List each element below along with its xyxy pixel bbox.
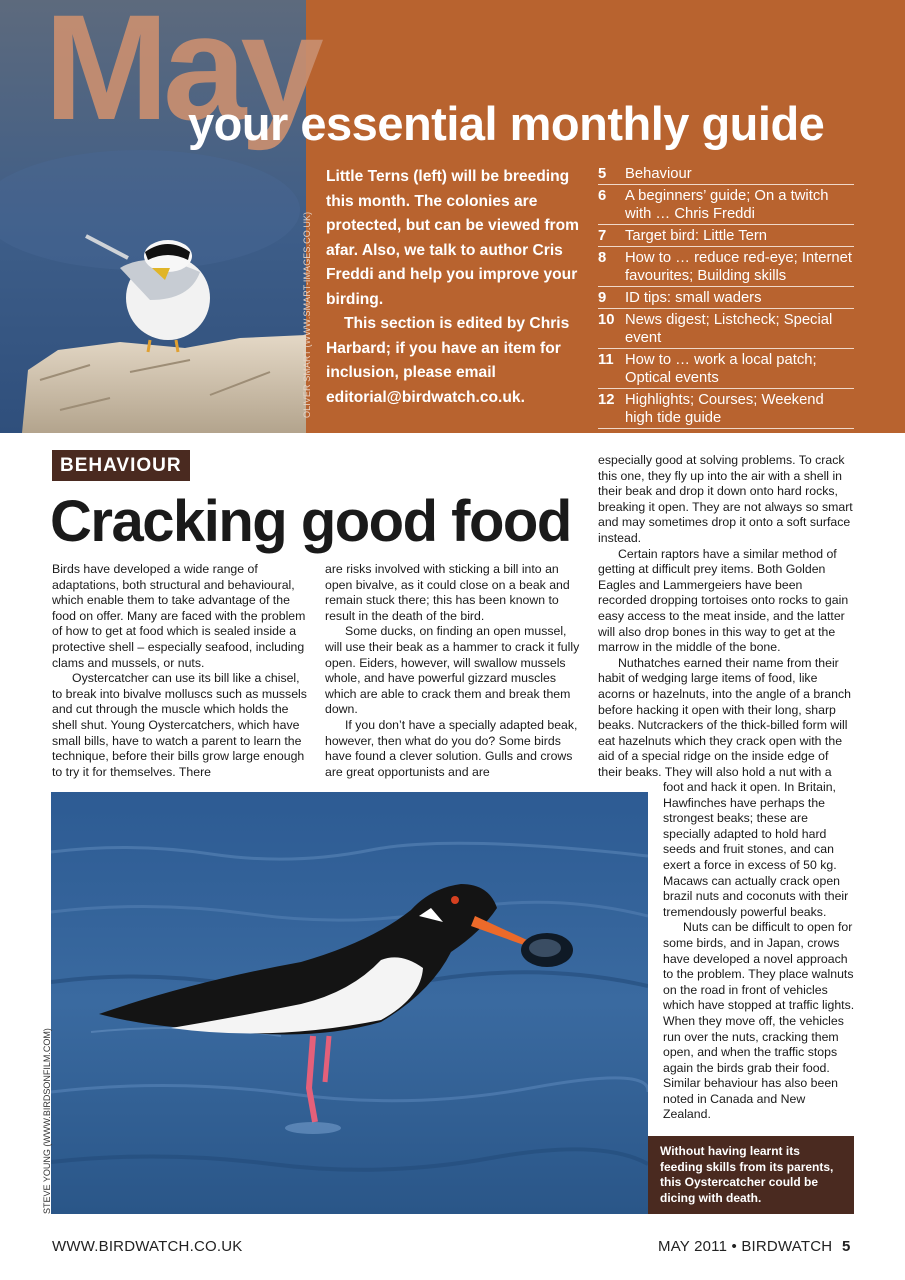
article-column-3 [598,453,854,780]
article-paragraph: If you don’t have a specially adapted beak, however, then what do you do? Some birds have found a clever solution. Gulls and crows are great opportunists and are [325,717,578,779]
contents-item[interactable] [598,185,854,225]
article-paragraph: Birds have developed a wide range of adaptations, both structural and behavioural, which enable them to take advantage of the food on offer. Many are faced with the problem of how to get at food which is sealed inside a protective shell – especially seafood, including clams and mussels, or nuts. [52,562,306,670]
contents-page-number: 12 [598,392,615,408]
intro-paragraph: This section is edited by Chris Harbard; if you have an item for inclusion, please email editorial@birdwatch.co.uk. [326,315,570,406]
guide-header [0,0,905,433]
contents-page-number: 9 [598,290,607,306]
contents-title: How to … work a local patch; Optical events [625,352,817,386]
month-title: May [44,0,318,151]
article-column-2 [325,562,580,780]
article-paragraph: especially good at solving problems. To crack this one, they fly up into the air with a shell in their beak and drop it down onto hard rocks, breaking it open. They are not always so smart and may sometimes drop it onto a soft surface instead. [598,453,853,545]
article-paragraph: Some ducks, on finding an open mussel, will use their beak as a hammer to crack it fully open. Eiders, however, will swallow mussels whole, and have powerful gizzard muscles which are able to crack them and break them down. [325,624,580,717]
footer-issue: MAY 2011 • BIRDWATCH [658,1238,833,1255]
contents-item[interactable] [598,163,854,185]
contents-page-number: 10 [598,312,615,328]
contents-item[interactable] [598,247,854,287]
article-paragraph: Nuts can be difficult to open for some birds, and in Japan, crows have developed a novel approach to the problem. They place walnuts on the road in front of vehicles which have stopped at traffic lights. When they move off, the vehicles run over the nuts, cracking them open, and when the traffic stops again the birds grab their food. Similar behaviour has also been noted in Canada and New Zealand. [663,920,855,1122]
contents-page-number: 11 [598,352,614,368]
photo-caption: Without having learnt its feeding skills from its parents, this Oystercatcher could be dicing with death. [648,1136,854,1214]
oystercatcher-photo [51,792,648,1214]
contents-title: News digest; Listcheck; Special event [625,312,833,346]
section-label: BEHAVIOUR [52,450,190,481]
article-paragraph: foot and hack it open. In Britain, Hawfinches have perhaps the strongest beaks; these are specially adapted to hold hard seeds and fruit stones, and can exert a force in excess of 50 kg. Macaws can actually crack open brazil nuts and coconuts with their tremendously powerful beaks. [663,780,849,919]
photo-credit: OLIVER SMART (WWW.SMART-IMAGES.CO.UK) [302,211,312,418]
page-number: 5 [842,1238,851,1255]
contents-item[interactable] [598,225,854,247]
contents-item[interactable] [598,349,854,389]
intro-text [326,165,581,410]
contents-title: ID tips: small waders [625,290,762,306]
footer-url[interactable]: WWW.BIRDWATCH.CO.UK [52,1238,243,1255]
contents-list [598,163,854,429]
contents-item[interactable] [598,309,854,349]
intro-paragraph: Little Terns (left) will be breeding this month. The colonies are protected, but can be viewed from afar. Also, we talk to author Cris Freddi and help you improve your birding. [326,168,580,308]
contents-page-number: 8 [598,250,607,266]
contents-page-number: 7 [598,228,607,244]
contents-title: How to … reduce red-eye; Internet favourites; Building skills [625,250,852,284]
article-headline: Cracking good food [50,489,571,554]
contents-title: Target bird: Little Tern [625,228,768,244]
article-column-3-continued [663,780,855,1123]
contents-item[interactable] [598,287,854,309]
article-paragraph: are risks involved with sticking a bill into an open bivalve, as it could close on a beak and remain stuck there; this has been known to result in the death of the bird. [325,562,570,623]
article-paragraph: Nuthatches earned their name from their habit of wedging large items of food, like acorns or hazelnuts, into the angle of a branch before hacking it open with their long, sharp beaks. Nutcrackers of the thick-billed form will eat hazelnuts which they crack open with the aid of a special ridge on the inside edge of their beaks. They will also hold a nut with a [598,655,851,779]
contents-title: Behaviour [625,166,692,182]
article-paragraph: Certain raptors have a similar method of getting at difficult prey items. Both Golden Eagles and Lammergeiers have been recorded dropping tortoises onto rocks to gain easy access to the meat inside, and the latter will also drop bones in this way to get at the marrow in the middle of the bone. [598,546,849,655]
contents-page-number: 5 [598,166,607,182]
guide-subtitle: your essential monthly guide [188,97,825,150]
contents-item[interactable] [598,389,854,429]
photo-credit: STEVE YOUNG (WWW.BIRDSONFILM.COM) [42,1028,52,1214]
article-column-1 [52,562,307,780]
contents-title: Highlights; Courses; Weekend high tide guide [625,392,824,426]
article-paragraph: Oystercatcher can use its bill like a chisel, to break into bivalve molluscs such as mussels and cut through the muscle which holds the shell shut. Young Oystercatchers, which have small bills, have to watch a parent to learn the technique, before their bills grow large enough to try it for themselves. There [52,671,307,779]
contents-title: A beginners’ guide; On a twitch with … Chris Freddi [625,188,829,222]
contents-page-number: 6 [598,188,607,204]
